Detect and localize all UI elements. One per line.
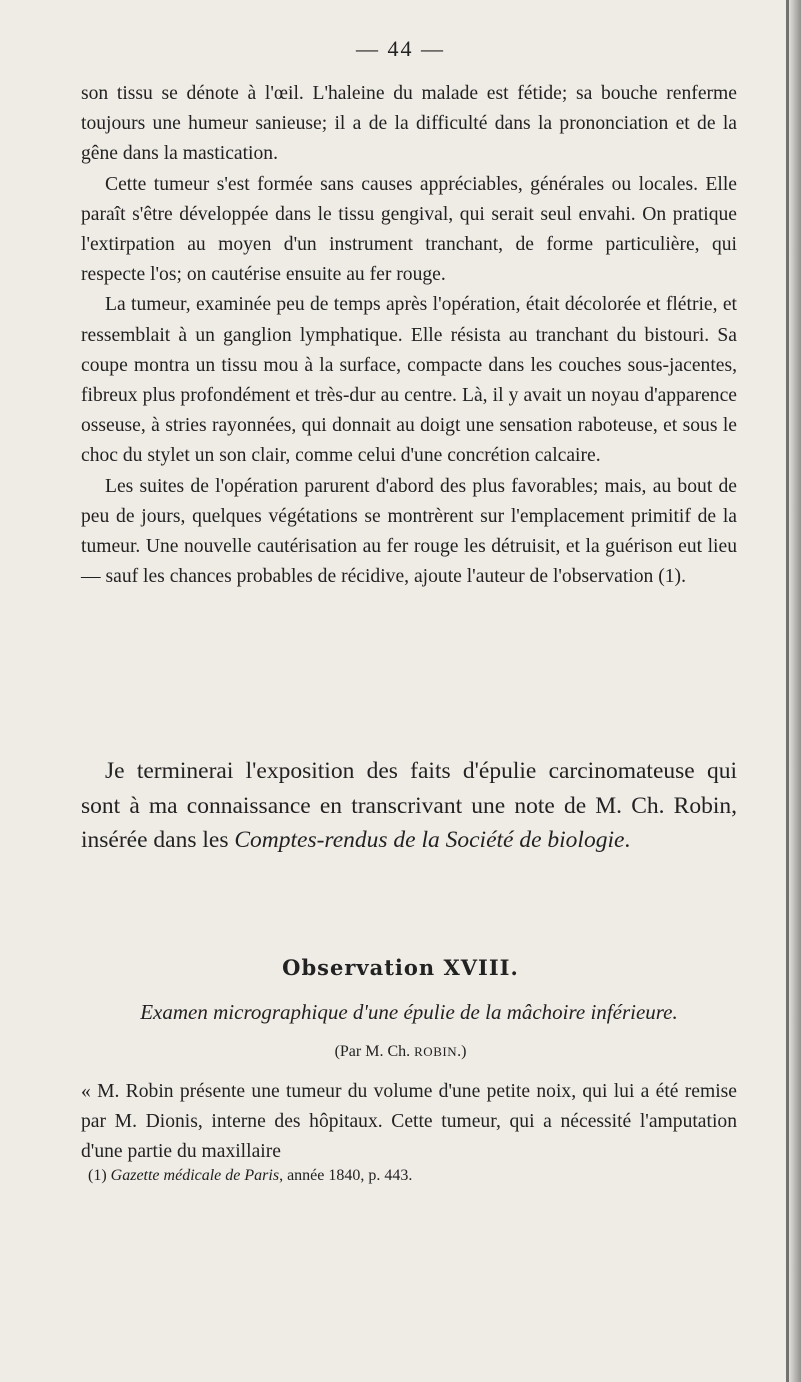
- exam-title: Examen micrographique d'une épulie de la mâchoire inférieure.: [140, 1000, 678, 1024]
- paragraph: son tissu se dénote à l'œil. L'haleine du malade est fétide; sa bouche renferme toujours une humeur sanieuse; il a de la difficulté dans la prononciation et de la gêne dans la mastication.: [81, 83, 737, 165]
- paragraph: Les suites de l'opération parurent d'abord des plus favorables; mais, au bout de peu de jours, quelques végétations se montrèrent sur l'emplacement primitif de la tumeur. Une nouvelle cautérisation au fer rouge les détruisit, et la guérison eut lieu — sauf les chances probables de récidive, ajoute l'auteur de l'observation (1).: [81, 475, 737, 588]
- footnote-marker: (1): [88, 1167, 111, 1184]
- quote-text: [81, 1077, 737, 1167]
- author-suffix: .): [457, 1043, 467, 1060]
- author-name: ROBIN: [414, 1044, 458, 1059]
- observation-title: Observation XVIII.: [282, 955, 519, 980]
- main-text: [81, 79, 737, 592]
- page-edge-shadow: [787, 0, 801, 1382]
- footnote: [88, 1167, 738, 1185]
- large-paragraph-text: Je terminerai l'exposition des faits d'épulie carcinomateuse qui sont à ma connaissance en transcrivant une note de M. Ch. Robin, insérée dans les: [81, 758, 737, 853]
- large-paragraph-end: .: [624, 827, 631, 853]
- paragraph: « M. Robin présente une tumeur du volume d'une petite noix, qui lui a été remise par M. Dionis, interne des hôpitaux. Cette tumeur, qui a nécessité l'amputation d'une partie du maxillaire: [81, 1081, 737, 1162]
- paragraph: Cette tumeur s'est formée sans causes appréciables, générales ou locales. Elle paraît s'être développée dans le tissu gengival, qui serait seul envahi. On pratique l'extirpation au moyen d'un instrument tranchant, de forme particulière, qui respecte l'os; on cautérise ensuite au fer rouge.: [81, 173, 737, 286]
- large-paragraph-italic: Comptes-rendus de la Société de biologie: [234, 827, 625, 853]
- footnote-details: , année 1840, p. 443.: [279, 1167, 413, 1184]
- page-number: — 44 —: [356, 36, 445, 61]
- author-line: [0, 1043, 801, 1061]
- paragraph: La tumeur, examinée peu de temps après l'opération, était décolorée et flétrie, et ressemblait à un ganglion lymphatique. Elle résista au tranchant du bistouri. Sa coupe montra un tissu mou à la surface, compacte dans les couches sous-jacentes, fibreux plus profondément et très-dur au centre. Là, il y avait un noyau d'apparence osseuse, à stries rayonnées, qui donnait au doigt une sensation raboteuse, et sous le choc du stylet un son clair, comme celui d'une concrétion calcaire.: [81, 294, 737, 467]
- page-edge-line: [786, 0, 789, 1382]
- large-paragraph: [81, 754, 737, 858]
- paragraph: [81, 754, 737, 858]
- author-prefix: (Par M. Ch.: [334, 1043, 415, 1060]
- footnote-source: Gazette médicale de Paris: [110, 1167, 280, 1184]
